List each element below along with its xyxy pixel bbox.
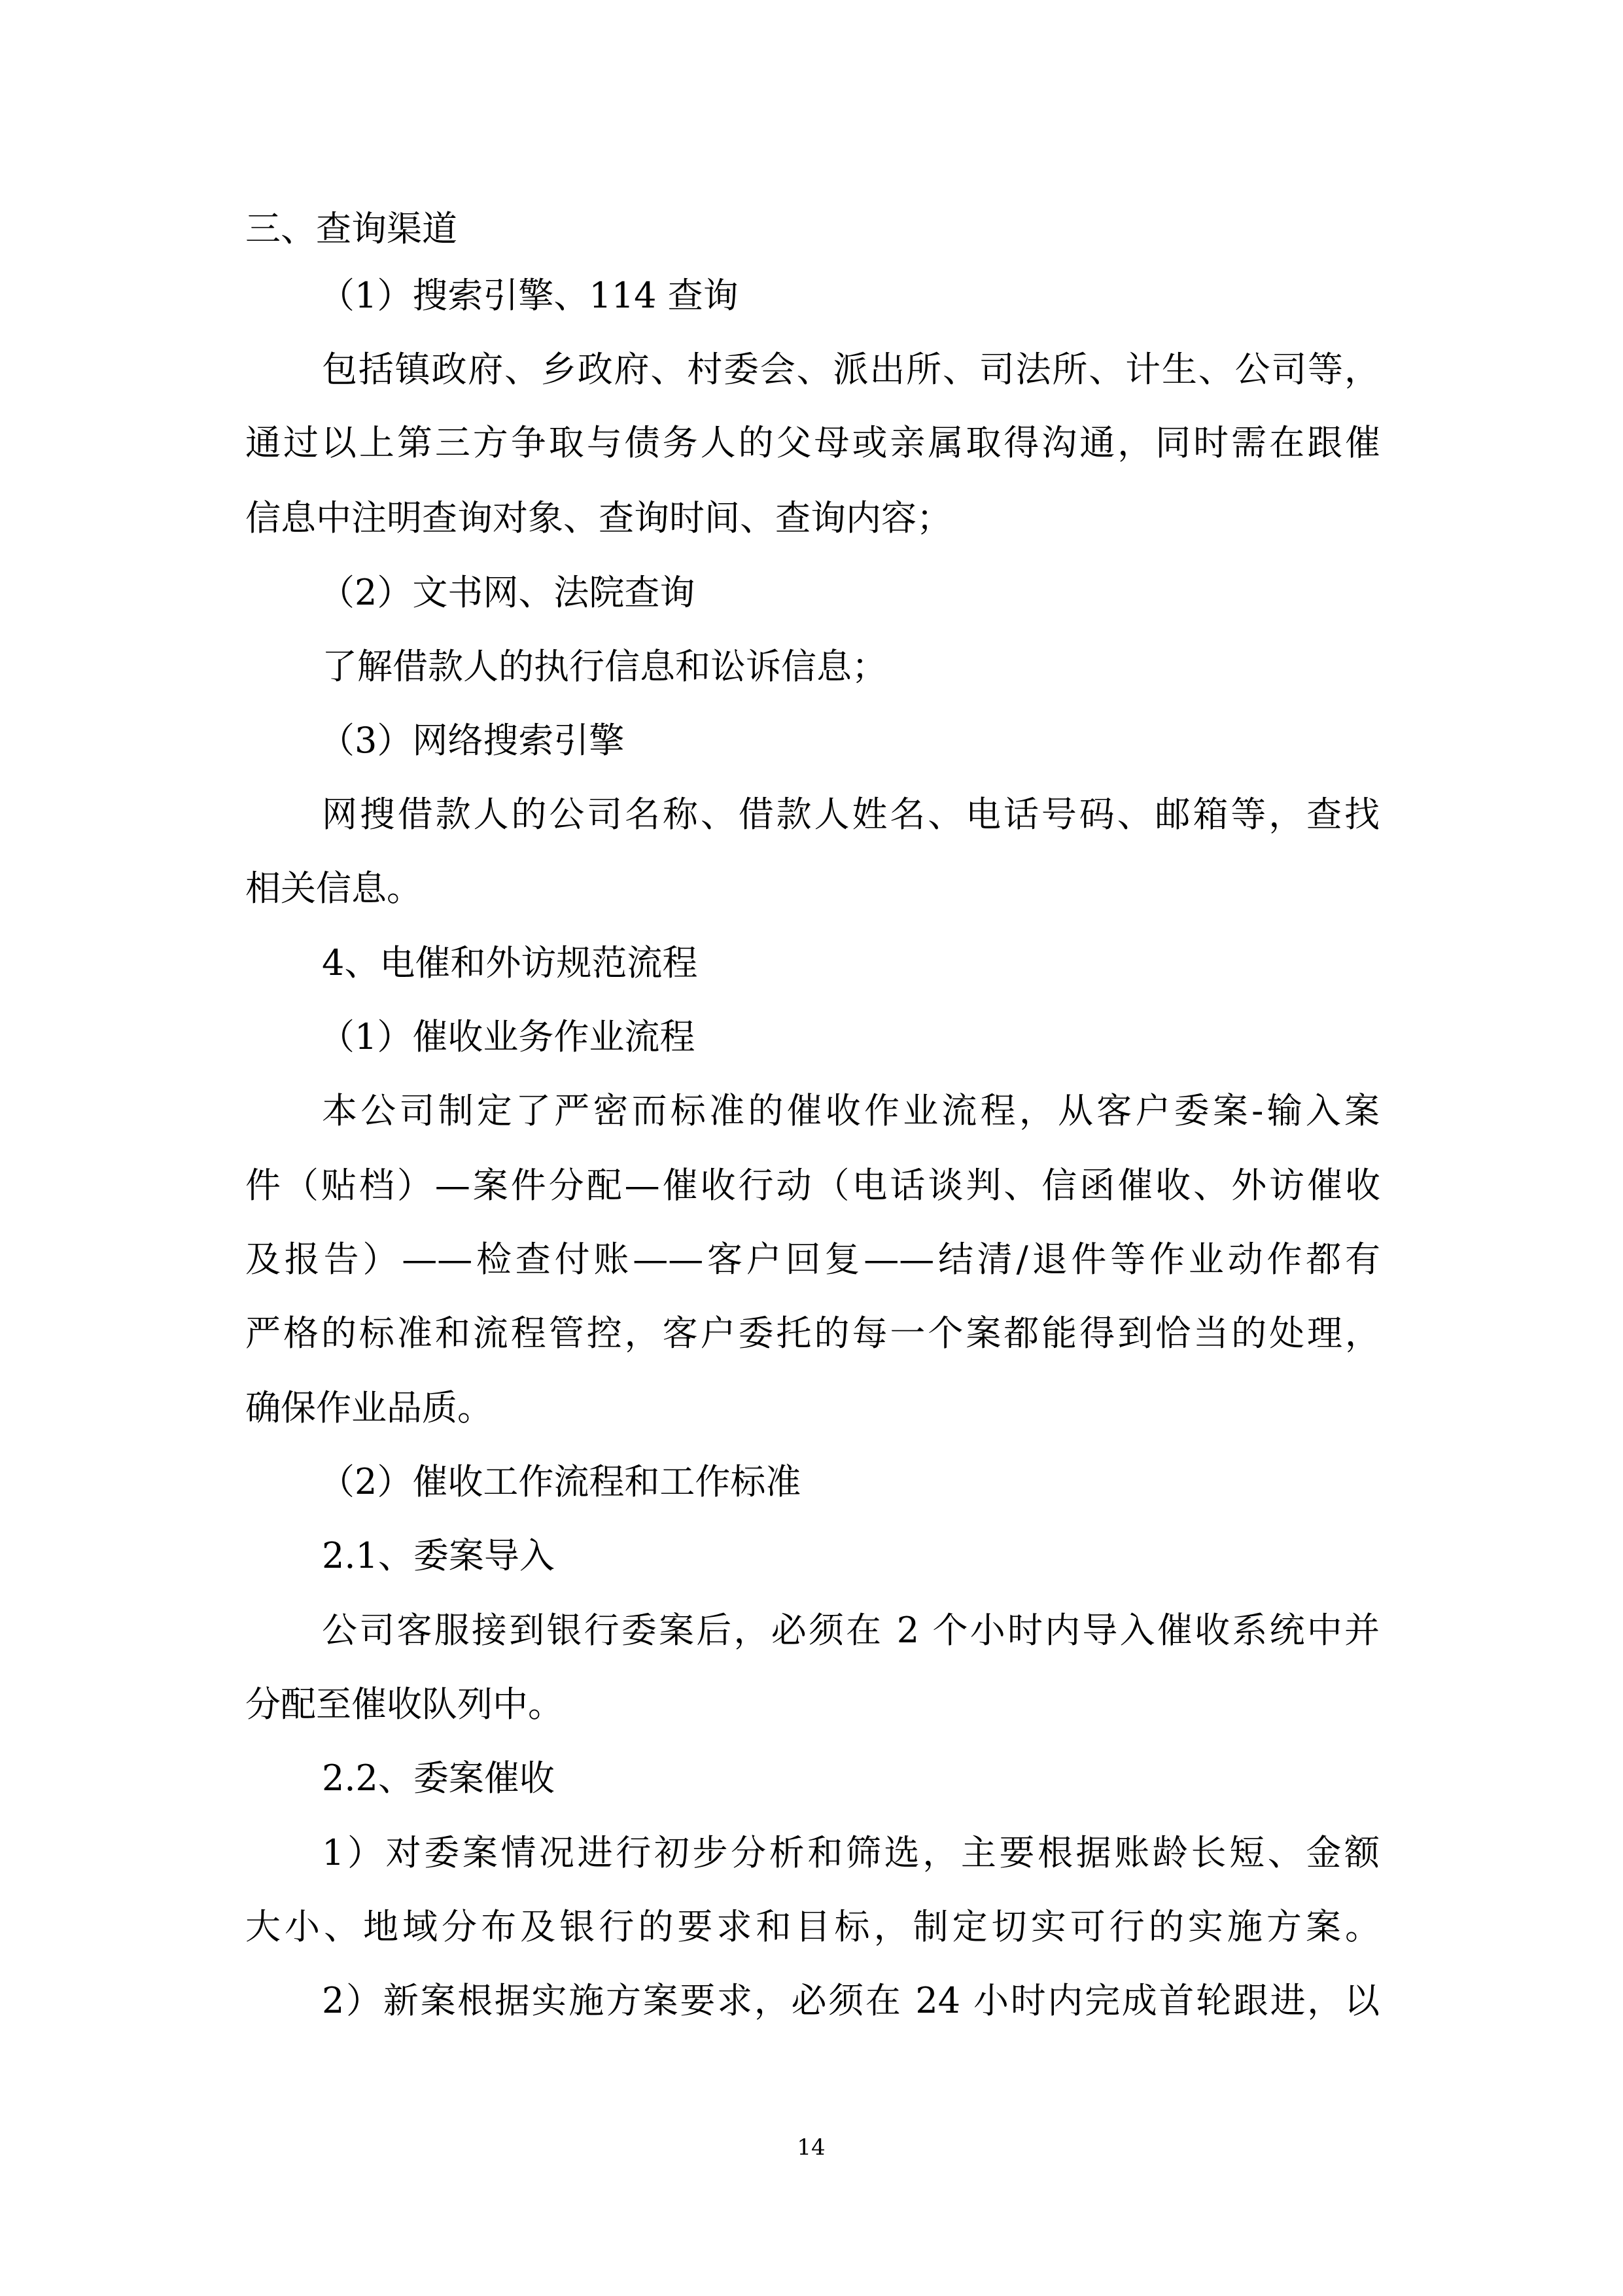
subheading-business-workflow: （1）催收业务作业流程 xyxy=(319,1016,695,1057)
subheading-web-search: （3）网络搜索引擎 xyxy=(319,720,625,761)
paragraph-line: 网搜借款人的公司名称、借款人姓名、电话号码、邮箱等，查找 xyxy=(322,794,1380,835)
subheading-search-engine-114: （1）搜索引擎、114 查询 xyxy=(319,275,739,316)
paragraph-line: 大小、地域分布及银行的要求和目标，制定切实可行的实施方案。 xyxy=(245,1906,1380,1947)
paragraph-line: 及报告）——检查付账——客户回复——结清/退件等作业动作都有 xyxy=(245,1239,1380,1280)
subheading-case-collection: 2.2、委案催收 xyxy=(322,1757,555,1799)
paragraph-line: 相关信息。 xyxy=(245,868,422,909)
paragraph-line: 信息中注明查询对象、查询时间、查询内容； xyxy=(245,497,952,539)
paragraph-line: 本公司制定了严密而标准的催收作业流程，从客户委案-输入案 xyxy=(322,1090,1380,1131)
paragraph-line: 确保作业品质。 xyxy=(245,1387,493,1428)
paragraph-line: 了解借款人的执行信息和讼诉信息； xyxy=(322,646,887,687)
section-heading-query-channels: 三、查询渠道 xyxy=(245,208,457,249)
subheading-work-standards: （2）催收工作流程和工作标准 xyxy=(319,1461,801,1502)
paragraph-line: 2）新案根据实施方案要求，必须在 24 小时内完成首轮跟进，以 xyxy=(322,1980,1380,2021)
paragraph-line: 公司客服接到银行委案后，必须在 2 个小时内导入催收系统中并 xyxy=(322,1610,1380,1651)
subheading-case-import: 2.1、委案导入 xyxy=(322,1535,555,1576)
paragraph-line: 包括镇政府、乡政府、村委会、派出所、司法所、计生、公司等， xyxy=(322,349,1380,390)
paragraph-line: 件（贴档）—案件分配—催收行动（电话谈判、信函催收、外访催收 xyxy=(245,1165,1380,1206)
paragraph-line: 严格的标准和流程管控，客户委托的每一个案都能得到恰当的处理， xyxy=(245,1313,1380,1354)
paragraph-line: 1）对委案情况进行初步分析和筛选，主要根据账龄长短、金额 xyxy=(322,1832,1380,1873)
subheading-court-query: （2）文书网、法院查询 xyxy=(319,572,695,613)
paragraph-line: 通过以上第三方争取与债务人的父母或亲属取得沟通，同时需在跟催 xyxy=(245,422,1380,463)
page-number: 14 xyxy=(797,2134,826,2161)
paragraph-line: 分配至催收队列中。 xyxy=(245,1684,563,1725)
section-heading-collection-process: 4、电催和外访规范流程 xyxy=(322,942,698,983)
